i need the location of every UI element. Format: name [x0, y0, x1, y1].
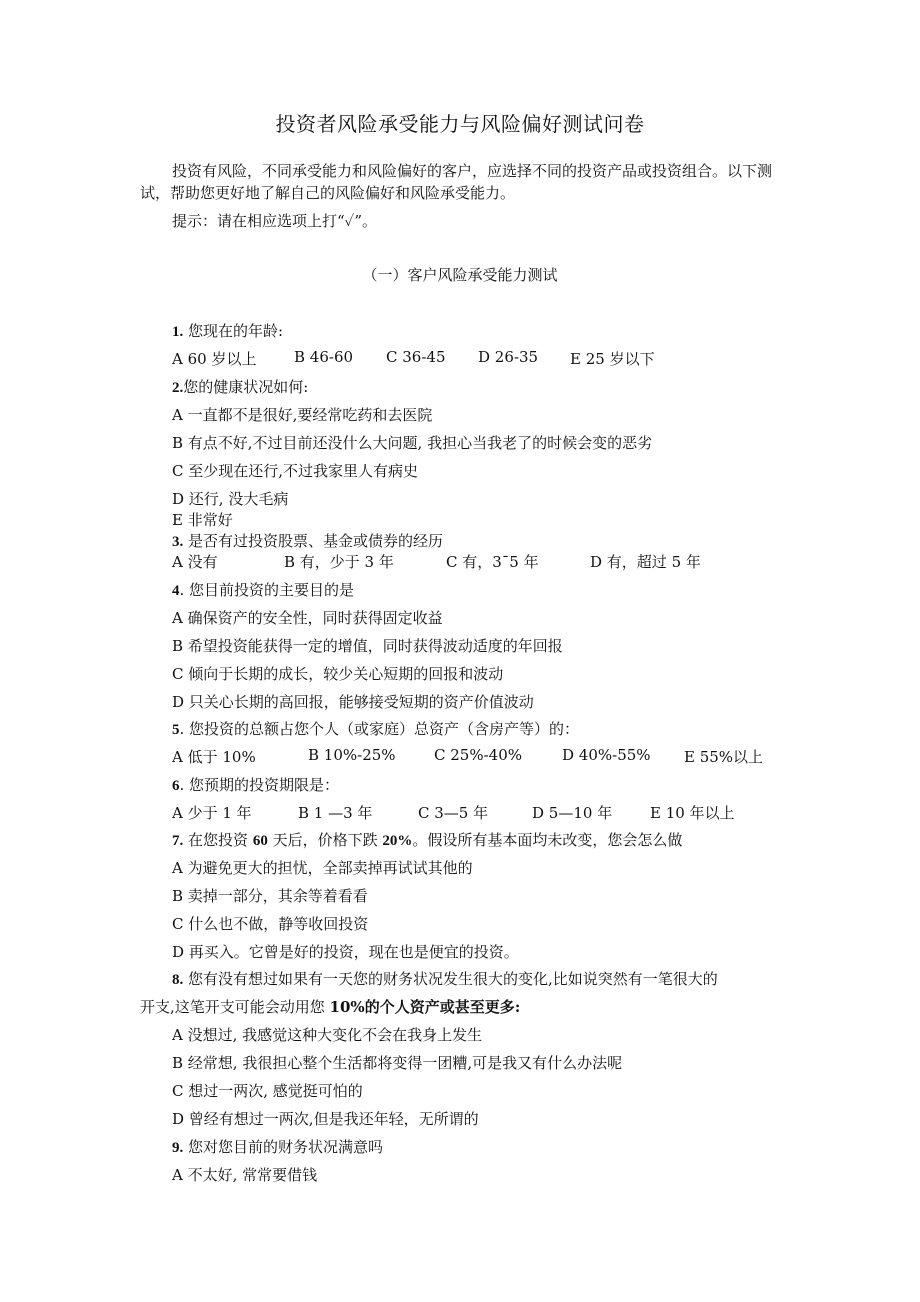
question-text: 您的健康状况如何:	[183, 378, 309, 396]
option-c[interactable]: C 36-45	[386, 348, 446, 366]
option-e[interactable]: E 55%以上	[684, 748, 764, 766]
option-e[interactable]: E 10 年以上	[650, 804, 735, 822]
question-text-mid: 天后，价格下跌	[267, 831, 383, 849]
option-b[interactable]: B 卖掉一部分，其余等着看看	[172, 887, 368, 905]
option-c[interactable]: C 倾向于长期的成长，较少关心短期的回报和波动	[172, 665, 504, 683]
question-6	[172, 774, 339, 795]
question-number: 8.	[172, 972, 184, 988]
option-d[interactable]: D 只关心长期的高回报，能够接受短期的资产价值波动	[172, 693, 534, 711]
option-b[interactable]: B 46-60	[294, 348, 354, 366]
question-text-post: 。假设所有基本面均未改变，您会怎么做	[412, 831, 683, 849]
option-d[interactable]: D 还行, 没大毛病	[172, 490, 289, 508]
question-number: 6	[172, 778, 180, 794]
option-a[interactable]: A 60 岁以上	[172, 350, 257, 368]
question-number: 1.	[172, 324, 184, 340]
option-a[interactable]: A 少于 1 年	[172, 804, 252, 822]
option-c[interactable]: C 25%-40%	[434, 746, 522, 764]
option-a[interactable]: A 不太好, 常常要借钱	[172, 1166, 318, 1184]
question-text: . 您目前投资的主要目的是	[179, 581, 355, 599]
question-text: 是否有过投资股票、基金或债券的经历	[188, 532, 444, 550]
question-number: 4	[172, 583, 180, 599]
question-number: 2.	[172, 380, 184, 396]
question-text-line2-percent: 10%	[329, 998, 365, 1016]
question-text-days: 60	[252, 833, 268, 849]
document-title: 投资者风险承受能力与风险偏好测试问卷	[275, 112, 645, 136]
question-text: . 您预期的投资期限是：	[179, 776, 340, 794]
option-c[interactable]: C 有，3¯5 年	[446, 553, 539, 571]
question-number: 9.	[172, 1140, 184, 1156]
option-a[interactable]: A 低于 10%	[172, 748, 256, 766]
option-d[interactable]: D 26-35	[478, 348, 539, 366]
question-3	[172, 530, 443, 551]
option-a[interactable]: A 没有	[172, 553, 218, 571]
question-text-line2-post: 的个人资产或甚至更多:	[364, 998, 521, 1016]
option-b[interactable]: B 有，少于 3 年	[284, 553, 394, 571]
option-d[interactable]: D 有，超过 5 年	[590, 553, 701, 571]
question-1	[172, 320, 283, 341]
option-d[interactable]: D 40%-55%	[562, 746, 651, 764]
option-e[interactable]: E 非常好	[172, 511, 233, 529]
question-8	[172, 968, 718, 989]
question-number: 7.	[172, 833, 184, 849]
option-d[interactable]: D 曾经有想过一两次,但是我还年轻，无所谓的	[172, 1110, 479, 1128]
option-d[interactable]: D 5—10 年	[532, 804, 613, 822]
question-9	[172, 1136, 383, 1157]
section-title: （一）客户风险承受能力测试	[362, 266, 558, 284]
question-number: 3.	[172, 534, 184, 550]
question-text: 您现在的年龄:	[188, 322, 284, 340]
question-8-line2	[140, 996, 520, 1017]
option-a[interactable]: A 一直都不是很好,要经常吃药和去医院	[172, 406, 433, 424]
question-text-pre: 在您投资	[188, 831, 253, 849]
option-b[interactable]: B 1 —3 年	[298, 804, 373, 822]
option-c[interactable]: C 什么也不做，静等收回投资	[172, 915, 369, 933]
question-2	[172, 376, 308, 397]
option-b[interactable]: B 10%-25%	[308, 746, 396, 764]
option-c[interactable]: C 3—5 年	[418, 804, 489, 822]
question-text-line2-pre: 开支,这笔开支可能会动用您	[140, 998, 330, 1016]
option-a[interactable]: A 为避免更大的担忧，全部卖掉再试试其他的	[172, 859, 473, 877]
question-text-line1: 您有没有想过如果有一天您的财务状况发生很大的变化,比如说突然有一笔很大的	[188, 970, 718, 988]
question-text: . 您投资的总额占您个人（或家庭）总资产（含房产等）的：	[179, 720, 580, 738]
option-a[interactable]: A 没想过, 我感觉这种大变化不会在我身上发生	[172, 1026, 483, 1044]
question-text-percent: 20%	[382, 833, 413, 849]
question-5	[172, 718, 579, 739]
option-b[interactable]: B 希望投资能获得一定的增值，同时获得波动适度的年回报	[172, 637, 563, 655]
question-7	[172, 829, 682, 850]
option-e[interactable]: E 25 岁以下	[570, 350, 655, 368]
option-b[interactable]: B 经常想, 我很担心整个生活都将变得一团糟,可是我又有什么办法呢	[172, 1054, 623, 1072]
intro-paragraph: 投资有风险，不同承受能力和风险偏好的客户，应选择不同的投资产品或投资组合。以下测试，帮助您更好地了解自己的风险偏好和风险承受能力。	[140, 162, 773, 202]
option-a[interactable]: A 确保资产的安全性，同时获得固定收益	[172, 609, 443, 627]
question-text: 您对您目前的财务状况满意吗	[188, 1138, 384, 1156]
option-b[interactable]: B 有点不好,不过目前还没什么大问题, 我担心当我老了的时候会变的恶劣	[172, 434, 653, 452]
option-c[interactable]: C 至少现在还行,不过我家里人有病史	[172, 462, 419, 480]
option-c[interactable]: C 想过一两次, 感觉挺可怕的	[172, 1082, 363, 1100]
question-4	[172, 579, 354, 600]
hint-text: 提示：请在相应选项上打“✓”。	[172, 212, 378, 230]
question-number: 5	[172, 722, 180, 738]
option-d[interactable]: D 再买入。它曾是好的投资，现在也是便宜的投资。	[172, 943, 519, 961]
